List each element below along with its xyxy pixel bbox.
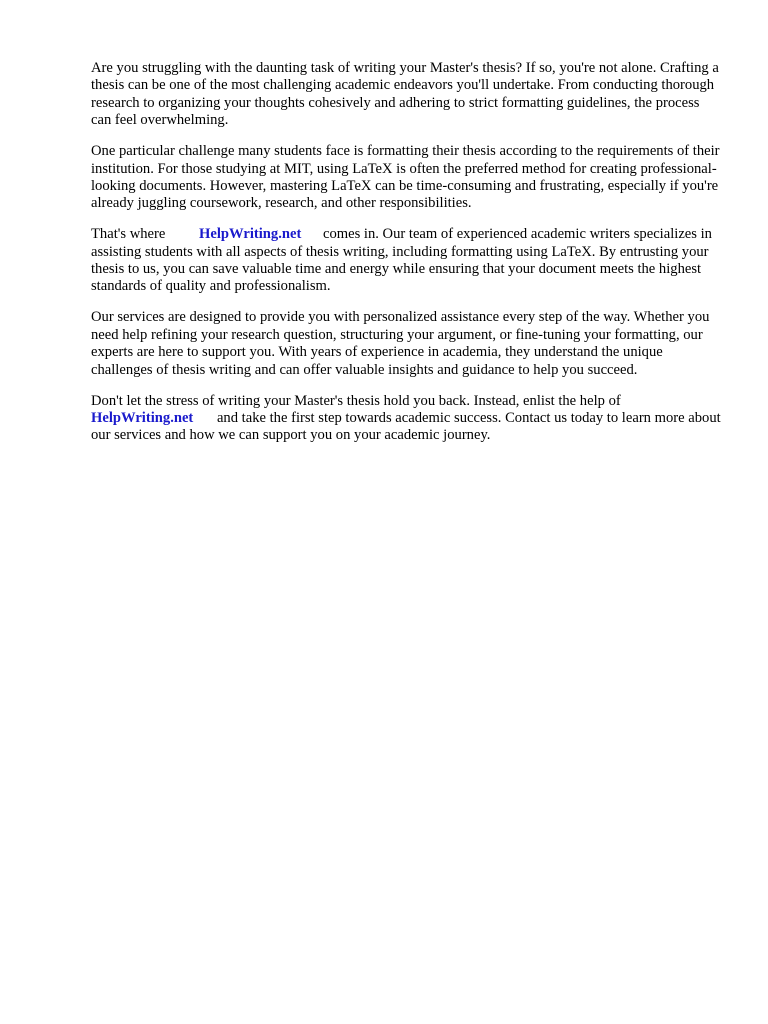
paragraph-text-before-link: Don't let the stress of writing your Master's thesis hold you back. Instead, enlist the help of [91, 392, 621, 409]
paragraph-services: Our services are designed to provide you with personalized assistance every step of the way. Whether you need help refining your research question, structuring your argument, or fine-tuning your formatting, our experts are here to support you. With years of experience in academia, they understand the unique challenges of thesis writing and can offer valuable insights and guidance to help you succeed. [91, 309, 710, 378]
paragraph-call-to-action [91, 393, 723, 445]
paragraph-latex-challenge: One particular challenge many students face is formatting their thesis according to the requirements of their institution. For those studying at MIT, using LaTeX is often the preferred method for creating professional-looking documents. However, mastering LaTeX can be time-consuming and frustrating, especially if you're already juggling coursework, research, and other responsibilities. [91, 143, 720, 212]
paragraph-text-after-link: and take the first step towards academic success. Contact us today to learn more about our services and how we can support you on your academic journey. [91, 409, 721, 444]
paragraph-text-before-link: That's where [91, 226, 166, 243]
paragraph-helpwriting-intro [91, 226, 723, 296]
paragraph-intro: Are you struggling with the daunting task of writing your Master's thesis? If so, you're not alone. Crafting a thesis can be one of the most challenging academic endeavors you'll undertake. From conducting thorough research to organizing your thoughts cohesively and adhering to strict formatting guidelines, the process can feel overwhelming. [91, 60, 719, 129]
helpwriting-link[interactable]: HelpWriting.net [199, 226, 302, 243]
document-body [91, 60, 723, 458]
helpwriting-link[interactable]: HelpWriting.net [91, 409, 194, 426]
paragraph-text-after-link: comes in. Our team of experienced academic writers specializes in assisting students with all aspects of thesis writing, including formatting using LaTeX. By entrusting your thesis to us, you can save valuable time and energy while ensuring that your document meets the highest standards of quality and professionalism. [91, 226, 712, 295]
